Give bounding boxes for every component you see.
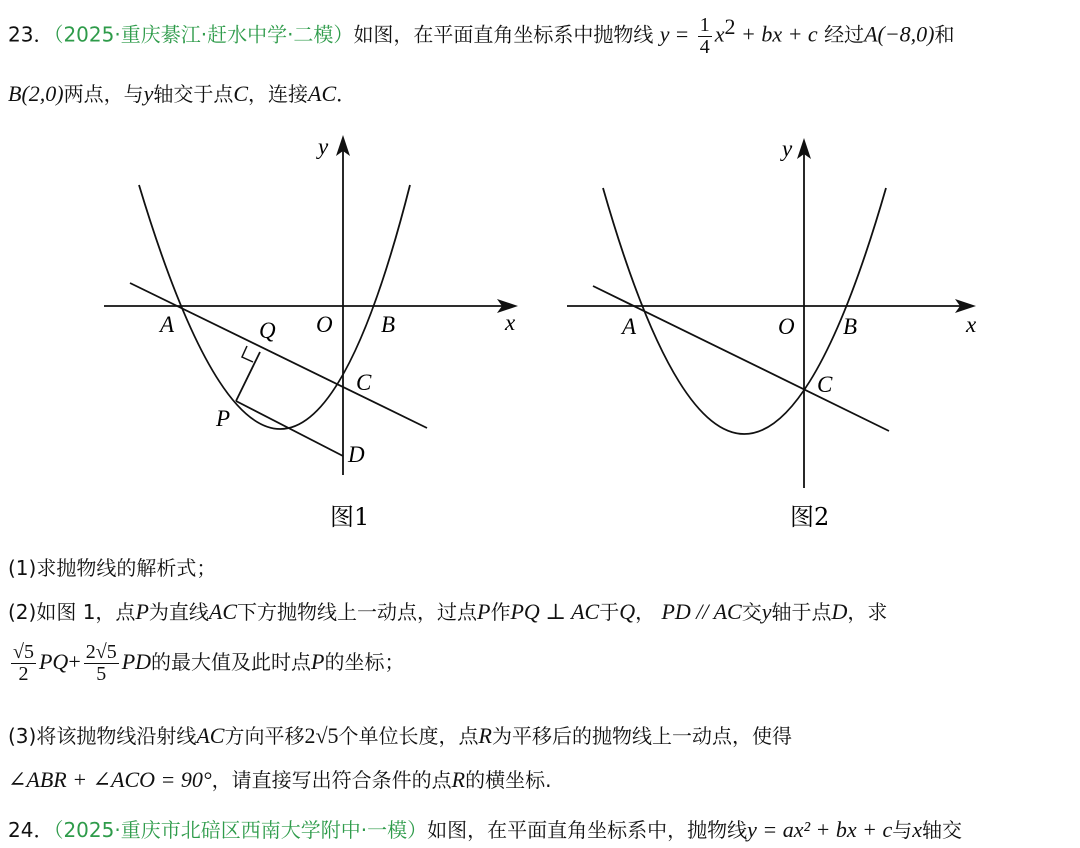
fig2-caption: 图2 — [790, 503, 830, 531]
p2-frac1 — [11, 642, 36, 685]
p2-D: D — [831, 599, 848, 624]
p3-t3: 个单位长度，点 — [338, 724, 479, 748]
fig2-label-A: A — [622, 314, 637, 339]
eq-lhs: y — [659, 21, 670, 47]
q23-text3: 和 — [934, 22, 955, 47]
p3-angle-condition: ∠ABR + ∠ACO = 90° — [8, 767, 212, 792]
p2-frac2 — [84, 642, 119, 685]
p2-t6: ， — [635, 600, 656, 624]
q23-line2 — [8, 78, 356, 107]
q24-text3: 轴交 — [922, 818, 963, 842]
eq-exp: 2 — [724, 14, 736, 39]
fig1-line-PD — [236, 401, 343, 456]
fig2-line-AC — [593, 286, 889, 431]
q23-text6: ，连接 — [248, 82, 309, 106]
fig1-label-y: y — [318, 134, 329, 159]
eq-eq: = — [675, 21, 689, 47]
q24-x: x — [912, 817, 923, 842]
figure-2 — [567, 138, 976, 488]
p2-PQ: PQ — [38, 649, 69, 674]
fig2-label-y: y — [782, 136, 793, 161]
figures — [0, 120, 1080, 540]
fig1-label-D: D — [348, 442, 365, 467]
q23-source: （2025·重庆綦江·赶水中学·二模） — [53, 22, 354, 47]
point-C: C — [233, 81, 249, 106]
fig1-right-angle — [242, 346, 253, 362]
y-axis-ref: y — [143, 81, 154, 106]
eq-x: x — [714, 21, 725, 47]
q23-text2: 经过 — [824, 22, 865, 47]
eq-fraction — [698, 15, 712, 58]
part-1: (1)求抛物线的解析式； — [8, 556, 217, 580]
p2-Q: Q — [619, 599, 636, 624]
p3-distance: 2√5 — [304, 723, 339, 748]
part-3-line1 — [8, 720, 792, 749]
frac-den: 4 — [699, 35, 710, 58]
p2-P: P — [135, 599, 149, 624]
q24-text2: 与 — [892, 818, 913, 842]
fig1-line-AC — [130, 283, 427, 428]
p2-num: (2) — [8, 600, 37, 624]
p2-PD-parallel: PD // AC — [661, 599, 742, 624]
eq-tail: + bx + c — [735, 21, 818, 47]
part-2-line1 — [8, 596, 887, 625]
p2-plus: + — [68, 649, 81, 674]
fig1-label-C: C — [356, 370, 372, 395]
q23-text4: 两点，与 — [63, 82, 144, 106]
q24-number: 24． — [8, 818, 54, 842]
fig2-label-x: x — [966, 312, 977, 337]
fig1-label-P: P — [216, 406, 231, 431]
fig1-label-O: O — [316, 312, 333, 337]
p3b-t1: ，请直接写出符合条件的点 — [211, 768, 452, 792]
fig1-caption: 图1 — [330, 503, 370, 531]
p3-t4: 为平移后的抛物线上一动点，使得 — [492, 724, 792, 748]
part-2-line2 — [8, 642, 405, 685]
q23-number: 23． — [8, 22, 54, 47]
p3-t2: 方向平移 — [224, 724, 305, 748]
p3b-t2: 的横坐标. — [465, 768, 552, 792]
p2-frac1-num: √5 — [13, 641, 34, 663]
p3-R: R — [478, 723, 492, 748]
q24-text1: 如图，在平面直角坐标系中，抛物线 — [427, 818, 748, 842]
p3b-R: R — [451, 767, 466, 792]
fig2-label-O: O — [778, 314, 795, 339]
p2-t2: 为直线 — [148, 600, 209, 624]
q24-equation: y = ax² + bx + c — [747, 817, 893, 842]
segment-AC: AC — [308, 81, 337, 106]
q23-period: ． — [336, 82, 357, 106]
p2-P2: P — [477, 599, 491, 624]
p2-t1: 如图 1，点 — [36, 600, 136, 624]
figure-1 — [104, 135, 518, 475]
fig1-label-x: x — [505, 310, 516, 335]
fig2-label-B: B — [843, 314, 858, 339]
p3-t1: 将该抛物线沿射线 — [36, 724, 197, 748]
p3-AC: AC — [196, 723, 225, 748]
p2-t3: 下方抛物线上一动点，过点 — [237, 600, 478, 624]
fig1-label-B: B — [381, 312, 396, 337]
p2-t8: 轴于点 — [771, 600, 832, 624]
frac-num: 1 — [699, 13, 710, 36]
p2-PD: PD — [121, 649, 152, 674]
p2-PQ-perp: PQ ⊥ AC — [510, 599, 600, 624]
p2-frac2-num: 2√5 — [85, 641, 117, 663]
part-3-line2 — [8, 764, 551, 793]
q23-line1 — [8, 14, 955, 58]
p2-y: y — [761, 599, 772, 624]
point-B: B(2,0) — [8, 81, 64, 106]
fig1-label-A: A — [160, 312, 175, 337]
p2b-t2: 的坐标； — [324, 650, 405, 674]
q24-line1 — [8, 814, 962, 843]
p3-num: (3) — [8, 724, 37, 748]
p2-frac1-den: 2 — [18, 663, 29, 685]
q23-text5: 轴交于点 — [153, 82, 234, 106]
point-A: A(−8,0) — [864, 21, 935, 47]
p2-t5: 于 — [599, 600, 620, 624]
p2-t4: 作 — [490, 600, 511, 624]
p2b-P: P — [311, 649, 325, 674]
p2b-t1: 的最大值及此时点 — [151, 650, 312, 674]
fig2-label-C: C — [817, 372, 833, 397]
p2-AC: AC — [208, 599, 238, 624]
q24-source: （2025·重庆市北碚区西南大学附中·一模） — [53, 818, 428, 842]
p2-t9: ，求 — [847, 600, 888, 624]
p2-frac2-den: 5 — [96, 663, 107, 685]
p2-t7: 交 — [741, 600, 762, 624]
fig1-label-Q: Q — [259, 318, 276, 343]
q23-text1: 如图，在平面直角坐标系中抛物线 — [353, 22, 654, 47]
